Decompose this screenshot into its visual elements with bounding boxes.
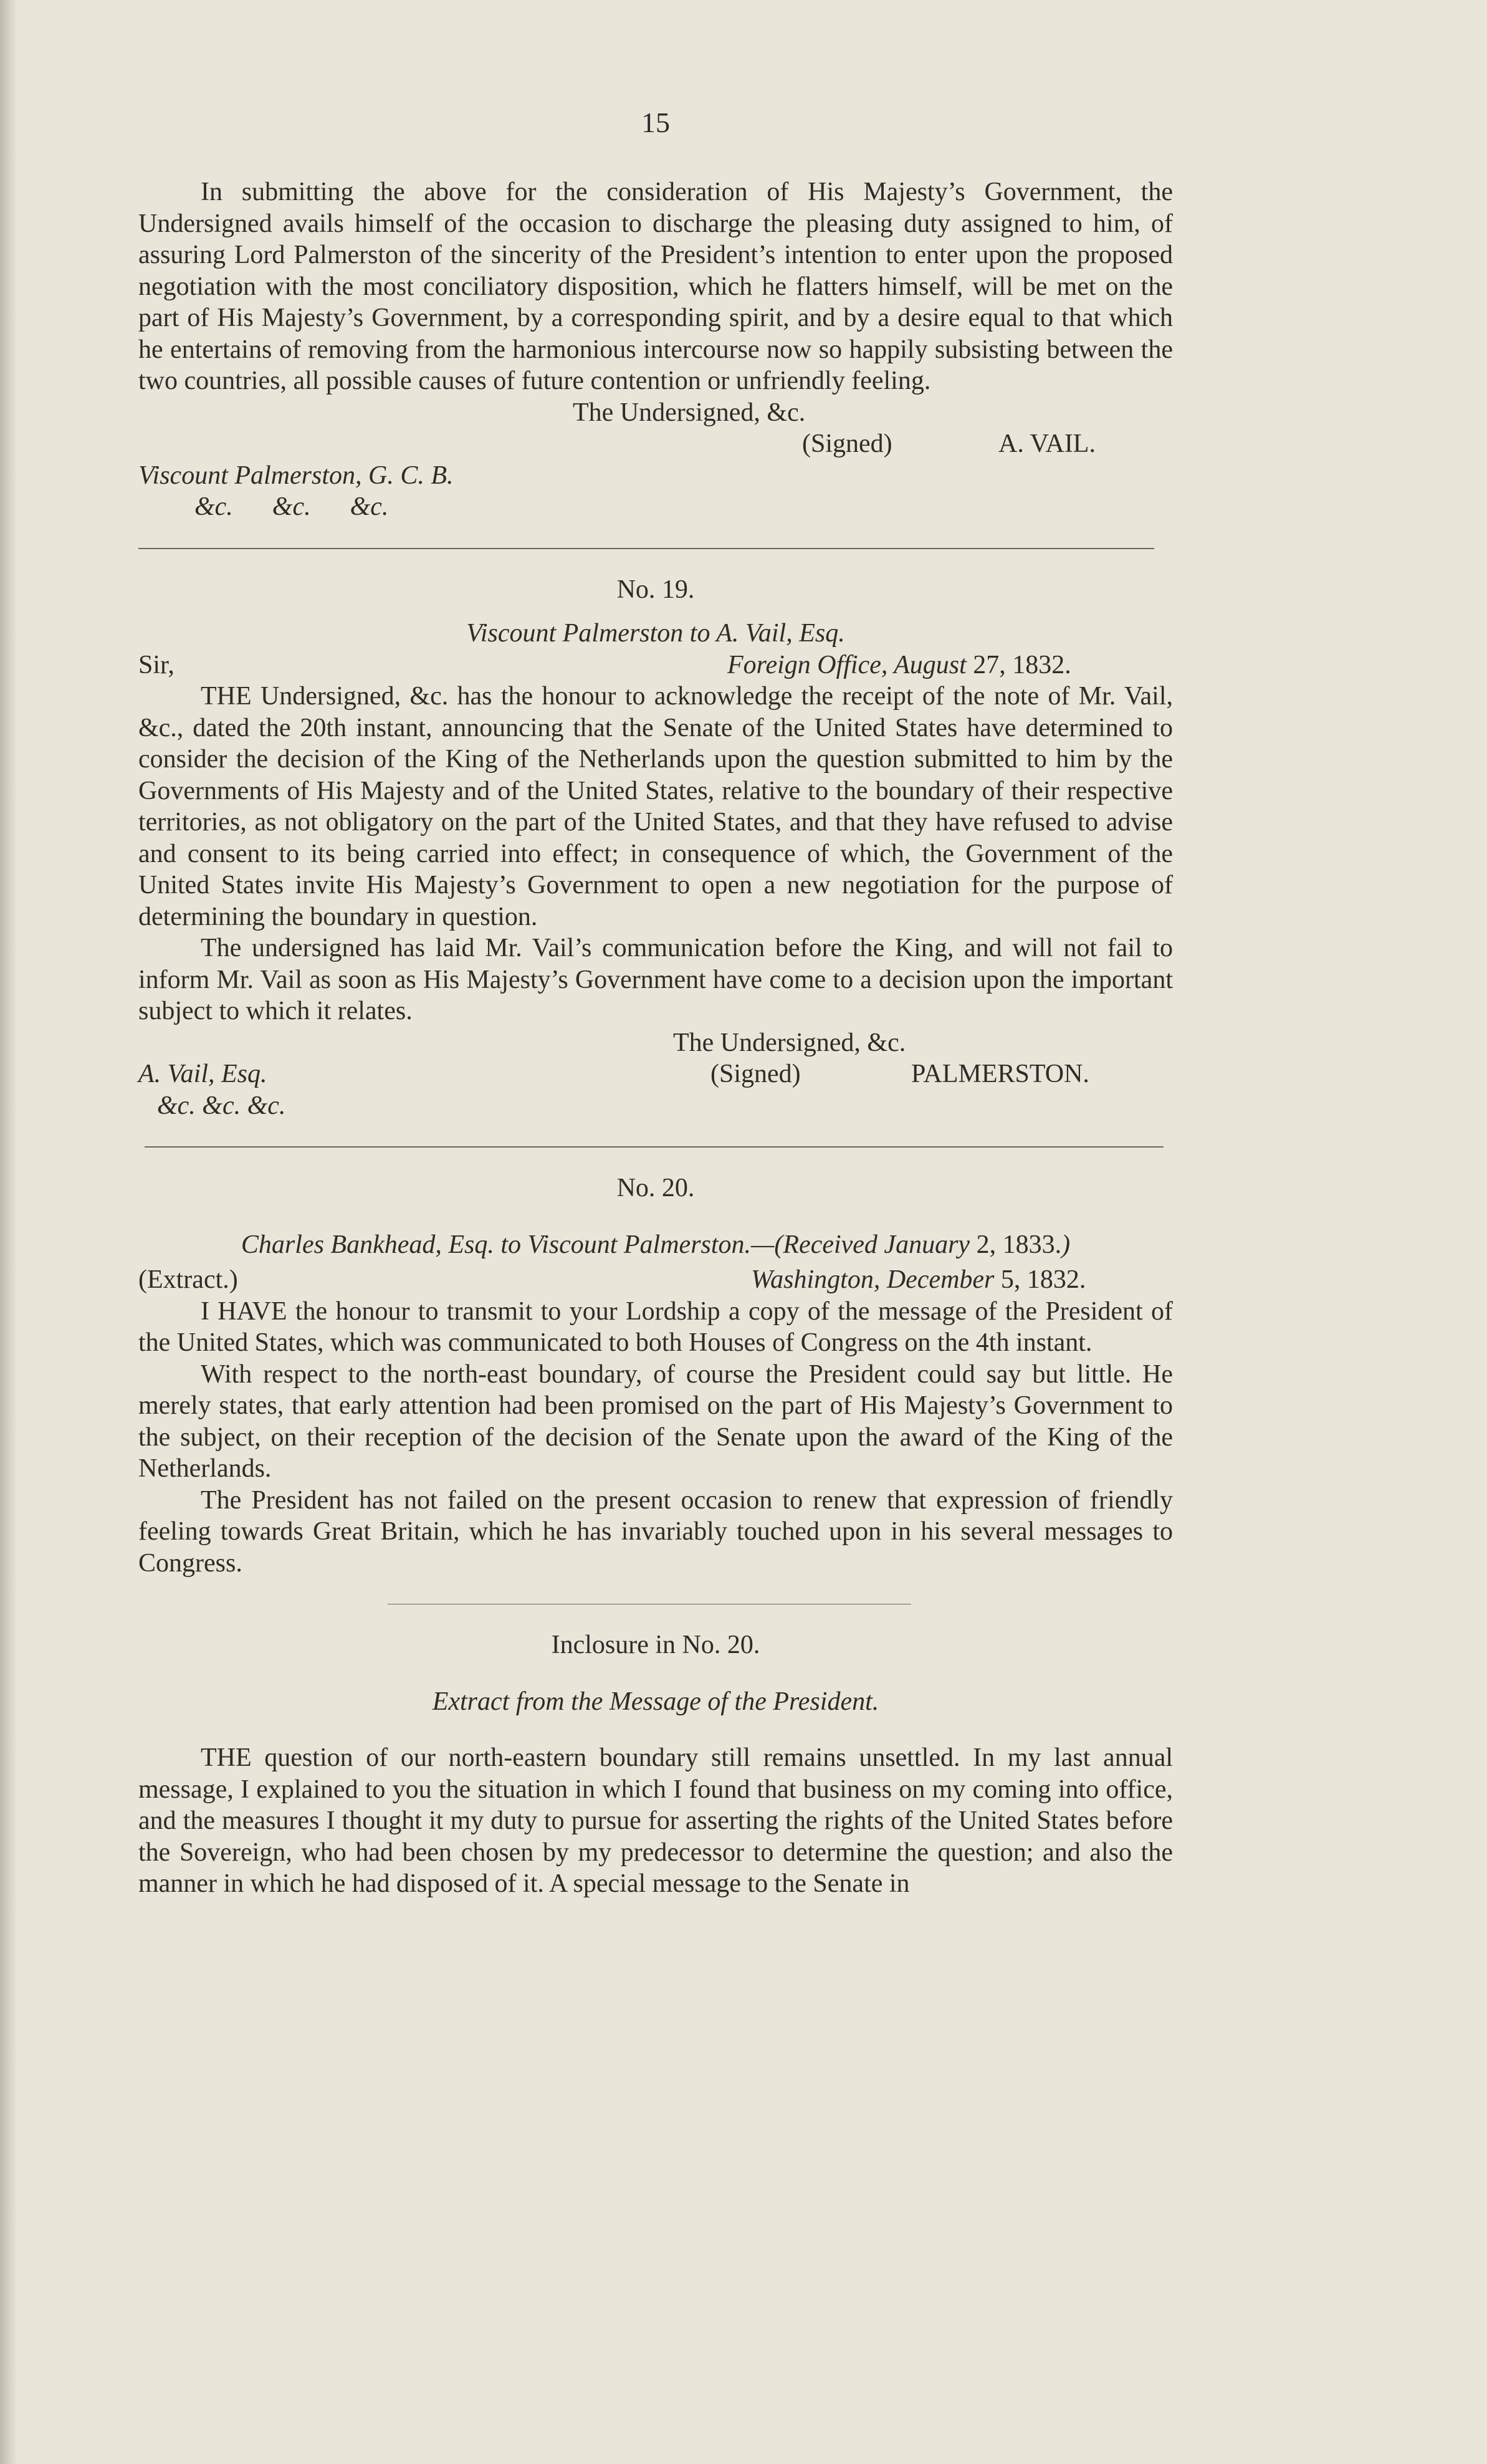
document-number: No. 20. [616, 1174, 695, 1202]
page-edge-shadow [0, 0, 17, 2464]
letter-paragraph: The undersigned has laid Mr. Vail’s communication before the King, and will not fail to inform Mr. Vail as soon as His Majesty’s Government have come to a decision upon the important subject to which it relates. [138, 934, 1173, 1025]
inclosure-paragraph: THE question of our north-eastern boundary still remains unsettled. In my last annual message, I explained to you the situation in which I found that business on my coming into office, and the measures I thought it my duty to pursue for asserting the rights of the United States before the Sovereign, who had been chosen by my predecessor to determine the question; and also the manner in which he had disposed of it. A special message to the Senate in [138, 1743, 1173, 1898]
place-date: Foreign Office, August 27, 1832. [727, 650, 1071, 679]
extract-label: (Extract.) [138, 1265, 238, 1294]
signature-line [138, 428, 1173, 460]
closing-formula [138, 1027, 1173, 1059]
signature-line [138, 1058, 1173, 1090]
signer-name: PALMERSTON. [911, 1060, 1089, 1088]
addressee: Viscount Palmerston, G. C. B. [138, 461, 454, 490]
extract-line [138, 1264, 1173, 1296]
addressee-etc: &c. &c. &c. [157, 1091, 286, 1120]
letter-paragraph: With respect to the north-east boundary, of course the President could say but little. He merely states, that early attention had been promised on the part of His Majesty’s Government to the subject, on their reception of the decision of the Senate upon the award of the King of the Netherlands. [138, 1359, 1173, 1483]
page-number: 15 [641, 107, 670, 138]
signer-name: A. VAIL. [998, 429, 1096, 458]
undersigned-closing: The Undersigned, &c. [573, 398, 806, 427]
addressee: A. Vail, Esq. [138, 1060, 267, 1088]
salutation-line [138, 650, 1173, 681]
addressee-etc: &c. &c. &c. [194, 492, 389, 521]
salutation: Sir, [138, 650, 175, 679]
document-page [138, 106, 1173, 1900]
letter-paragraph: I HAVE the honour to transmit to your Lordship a copy of the message of the President of the United States, which was communicated to both Houses of Congress on the 4th instant. [138, 1297, 1173, 1357]
document-title: Viscount Palmerston to A. Vail, Esq. [466, 619, 845, 648]
inclosure-title: Extract from the Message of the President. [432, 1687, 879, 1716]
place-date: Washington, December 5, 1832. [751, 1265, 1086, 1294]
inclosure-heading: Inclosure in No. 20. [551, 1631, 760, 1659]
undersigned-closing: The Undersigned, &c. [673, 1028, 906, 1057]
document-title: Charles Bankhead, Esq. to Viscount Palmerston.—(Received January 2, 1833.) [241, 1230, 1071, 1259]
addressee-line [138, 460, 1173, 492]
letter-paragraph: THE Undersigned, &c. has the honour to acknowledge the receipt of the note of Mr. Vail, &c., dated the 20th instant, announcing that the Senate of the United States have determined to consider the decision of the King of the Netherlands upon the question submitted to him by the Governments of His Majesty and of the United States, relative to the boundary of their respective territories, as not obligatory on the part of the United States, and that they have refused to advise and consent to its being carried into effect; in consequence of which, the Government of the United States invite His Majesty’s Government to open a new negotiation for the purpose of determining the boundary in question. [138, 682, 1173, 931]
letter-paragraph: The President has not failed on the present occasion to renew that expression of friendly feeling towards Great Britain, which he has invariably touched upon in his several messages to Congress. [138, 1485, 1173, 1578]
signed-label: (Signed) [802, 429, 892, 458]
closing-formula [138, 397, 1173, 429]
closing-paragraph: In submitting the above for the consideration of His Majesty’s Government, the Undersigned avails himself of the occasion to discharge the pleasing duty assigned to him, of assuring Lord Palmerston of the sincerity of the President’s intention to enter upon the proposed negotiation with the most conciliatory disposition, which he flatters himself, will be met on the part of His Majesty’s Government, by a corresponding spirit, and by a desire equal to that which he entertains of removing from the harmonious intercourse now so happily subsisting between the two countries, all possible causes of future contention or unfriendly feeling. [138, 178, 1173, 395]
signed-label: (Signed) [710, 1060, 801, 1088]
document-number: No. 19. [616, 575, 695, 604]
